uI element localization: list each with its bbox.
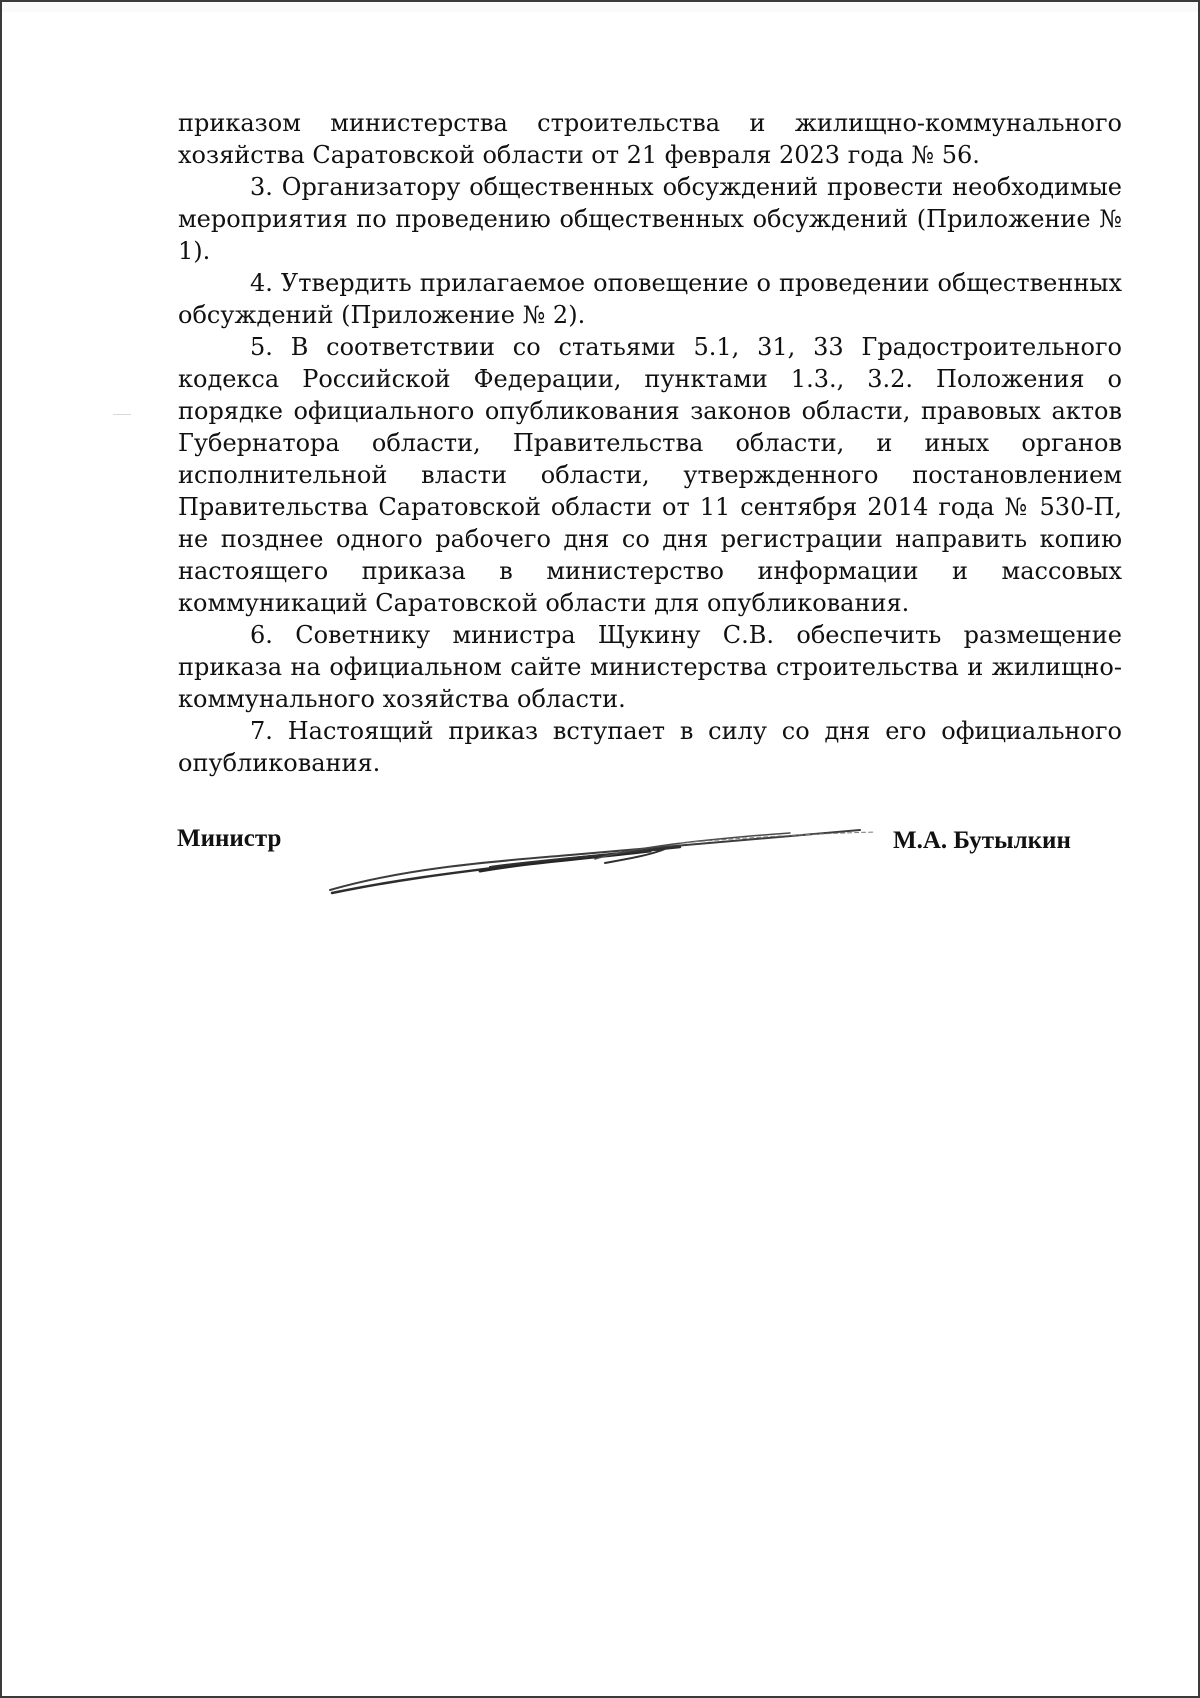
paragraph-item-5: 5. В соответствии со статьями 5.1, 31, 33 Градостроительного кодекса Российской Федерации, пунктами 1.3., 3.2. Положения о порядке официального опубликования законов области, правовых актов Губернатора области, Правительства области, и иных органов исполнительной власти области, утвержденного постановлением Правительства Саратовской области от 11 сентября 2014 года № 530-П, не позднее одного рабочего дня со дня регистрации направить копию настоящего приказа в министерство информации и массовых коммуникаций Саратовской области для опубликования. [178,333,1122,617]
paragraph-item-7: 7. Настоящий приказ вступает в силу со дня его официального опубликования. [178,717,1122,777]
signer-position: Министр [177,825,282,852]
handwritten-signature [320,820,880,900]
signer-name: М.А. Бутылкин [893,827,1071,854]
scan-edge-left [0,0,2,1698]
scan-margin-mark [113,414,131,415]
paragraph-continuation: приказом министерства строительства и жилищно-коммунального хозяйства Саратовской области от 21 февраля 2023 года № 56. [178,109,1122,169]
scan-edge-top [0,0,1200,2]
paragraph-item-6: 6. Советнику министра Щукину С.В. обеспечить размещение приказа на официальном сайте министерства строительства и жилищно-коммунального хозяйства области. [178,621,1122,713]
paragraph-item-4: 4. Утвердить прилагаемое оповещение о проведении общественных обсуждений (Приложение № 2). [178,269,1122,329]
paragraph-item-3: 3. Организатору общественных обсуждений провести необходимые мероприятия по проведению общественных обсуждений (Приложение № 1). [178,173,1122,265]
document-page [178,107,1122,779]
